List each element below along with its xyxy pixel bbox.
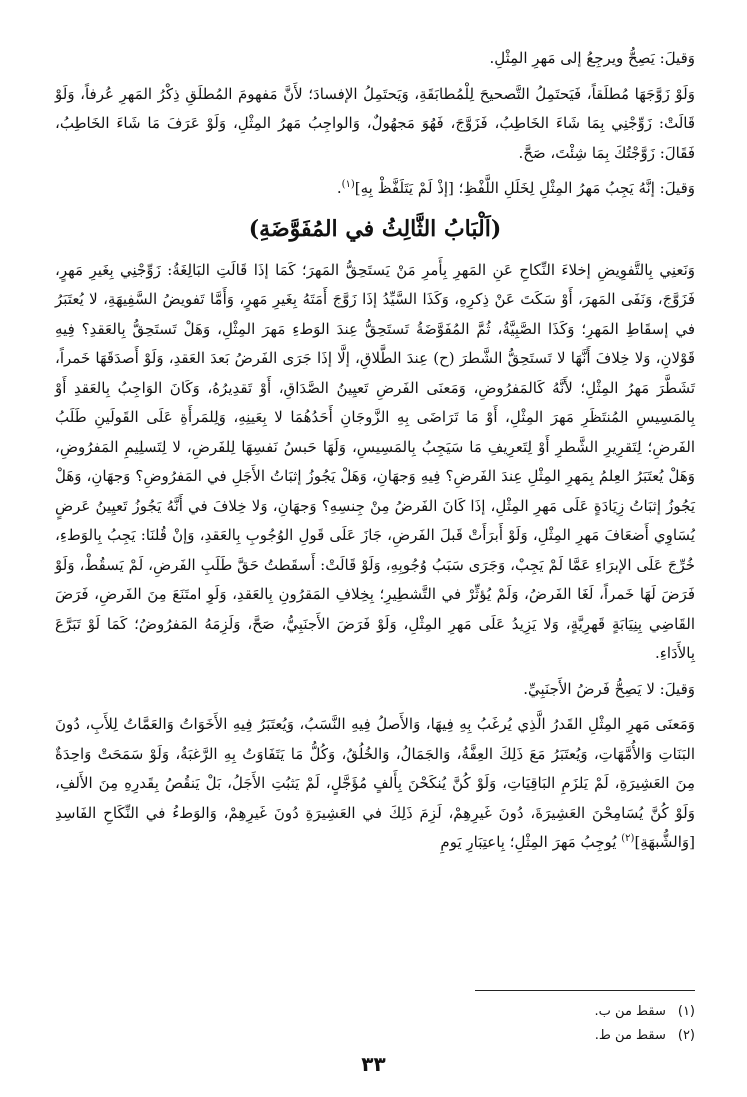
paragraph-text: وَمَعنَى مَهرِ المِثْلِ القَدرُ الَّذِي يُرغَبُ بِهِ فِيهَا، وَالأَصلُ فِيهِ النَّسَبُ، وَيُعتَبَرُ فِيهِ الأَخَوَاتُ وَالعَمَّاتُ لِلأَبِ، دُونَ البَنَاتِ وَالأُمَّهَاتِ، وَيُعتَبَرُ مَعَ ذَلِكَ العِفَّةُ، وَالجَمَالُ، وَالخُلُقُ، وَكُلُّ مَا يَتَفَاوَتُ بِهِ الرَّغبَةُ، وَلَوْ سَمَحَتْ وَاحِدَةٌ مِنَ العَشِيرَةِ، لَمْ يَلزَمِ البَاقِيَاتِ، وَلَوْ كُنَّ يُنكَحْنَ بِأَلفٍ مُؤَجَّلٍ، لَمْ يَثبُتِ الأَجَلُ، بَلْ يَنقُصُ بِقَدرِهِ مِنَ الأَلفِ، وَلَوْ كُنَّ يُسَامِحْنَ العَشِيرَةَ، دُونَ غَيرِهِمْ، لَزِمَ ذَلِكَ في العَشِيرَةِ دُونَ غَيرِهِمْ، وَالوَطءُ في النِّكَاحِ الفَاسِدِ [وَالشُّبهَةِ]	[55, 715, 695, 851]
paragraph: وَلَوْ زَوَّجَهَا مُطلَقاً، فَيَحتَمِلُ التَّصحيحَ لِلْمُطابَقَةِ، وَيَحتَمِلُ الإفسادَ؛ لأَنَّ مَفهومَ المُطلَقِ ذِكْرُ المَهرِ عُرفاً، وَلَوْ قَالَتْ: زَوِّجْنِي بِمَا شَاءَ الخَاطِبُ، فَزَوَّجَ، فَهُوَ مَجهُولٌ، وَالواجِبُ مَهرُ المِثْلِ، وَلَوْ عَرَفَ مَا شَاءَ الخَاطِبُ، فَقَالَ: زَوَّجْتُكَ بِمَا شِئْتَ، صَحَّ.	[55, 84, 695, 162]
paragraph-text: وَقيلَ: إنَّهُ يَجِبُ مَهرُ المِثْلِ لِخَلَلِ اللَّفْظِ؛ [إذْ لَمْ يَتَلَفَّظْ بِهِ]	[354, 179, 695, 197]
footnote-ref-2[interactable]: (٢)	[621, 833, 635, 844]
footnote-text: سقط من ط.	[594, 1028, 666, 1043]
footnote-number: (٢)	[677, 1028, 695, 1043]
footnote-item	[55, 1000, 695, 1024]
page-number: ٣٣	[361, 1052, 386, 1076]
footnote-number: (١)	[677, 1004, 695, 1019]
paragraph: وَقيلَ: لا يَصِحُّ فَرضُ الأَجنَبِيِّ.	[523, 679, 695, 698]
chapter-title: (اَلْبَابُ الثَّالِثُ في المُفَوَّضَةِ)	[248, 215, 502, 242]
paragraph-end: .	[336, 179, 342, 197]
footnote-text: سقط من ب.	[594, 1004, 666, 1019]
paragraph: وَنَعنِي بِالتَّفوِيضِ إخلاءَ النِّكاحِ عَنِ المَهرِ بِأَمرِ مَنْ يَستَحِقُّ المَهرَ؛ كَمَا إذَا قَالَتِ البَالِغَةُ: زَوِّجْنِي بِغَيرِ مَهرٍ، فَزَوَّجَ، وَنَفَى المَهرَ، أَوْ سَكَتَ عَنْ ذِكرِهِ، وَكَذَا السَّيِّدُ إذَا زَوَّجَ أَمَتَهُ بِغَيرِ مَهرٍ، وَأَمَّا تَفويضُ السَّفِيهَةِ، لا يُعتَبَرُ في إسقَاطِ المَهرِ؛ وَكَذَا الصَّبِيَّةُ، ثُمَّ المُفَوَّضَةُ تَستَحِقُّ عِندَ الوَطءِ مَهرَ المِثْلِ، وَهَلْ تَستَحِقُّ بِالعَقدِ؟ فِيهِ قَوْلانِ، وَلا خِلافَ أَنَّهَا لا تَستَحِقُّ الشَّطرَ (ح) عِندَ الطَّلاقِ، إلَّا إذَا جَرَى الفَرضُ بَعدَ العَقدِ، وَلَوْ أَصدَقَهَا خَمراً، تَشَطَّرَ مَهرُ المِثْلِ؛ لأَنَّهُ كَالمَفرُوضِ، وَمَعنَى الفَرضِ تَعيِينُ الصَّدَاقِ، أَوْ تَقدِيرُهُ، وَكَانَ الوَاجِبُ بِالعَقدِ أَوْ بِالمَسِيسِ المُنتَظَرِ مَهرَ المِثْلِ، أَوْ مَا تَرَاضَى بِهِ الزَّوجَانِ أَحَدُهُمَا لا بِعَينِهِ، وَلِلمَرأَةِ عَلَى القَولَينِ طَلَبُ الفَرضِ؛ لِتَقرِيرِ الشَّطرِ أَوْ لِتَعرِيفِ مَا سَيَجِبُ بِالمَسِيسِ، وَلَهَا حَبسُ نَفسِهَا لِلفَرضِ، لا لِتَسلِيمِ المَفرُوضِ، وَهَلْ يُعتَبَرُ العِلمُ بِمَهرِ المِثْلِ عِندَ الفَرضِ؟ فِيهِ وَجهَانِ، وَهَلْ يَجُوزُ إثبَاتُ الأَجَلِ في المَفرُوضِ؟ وَجهَانِ، وَهَلْ يَجُوزُ إثبَاتُ زِيَادَةٍ عَلَى مَهرِ المِثْلِ، إذَا كَانَ الفَرضُ مِنْ جِنسِهِ؟ وَجهَانِ، وَلا خِلافَ في أَنَّهُ يَجُوزُ تَعيِينُ عَرضٍ يُسَاوِي أَضعَافَ مَهرِ المِثْلِ، وَلَوْ أَبرَأَتْ قَبلَ الفَرضِ، جَازَ عَلَى قَولِ الوُجُوبِ بِالعَقدِ، وَإنْ قُلنَا: يَجِبُ بِالوَطءِ، خُرِّجَ عَلَى الإبرَاءِ عَمَّا لَمْ يَجِبْ، وَجَرَى سَبَبُ وُجُوبِهِ، وَلَوْ قَالَتْ: أَسقَطتُ حَقَّ طَلَبِ الفَرضِ، لَمْ يَسقُطْ، وَلَوْ فَرَضَ لَهَا خَمراً، لَغَا الفَرضُ، وَلَمْ يُؤثِّرْ في التَّشطِيرِ؛ بِخِلافِ المَقرُونِ بِالعَقدِ، وَلَوِ امتَنَعَ مِنَ الفَرضِ، فَرَضَ القَاضِي بِنِيَابَةٍ قَهرِيَّةٍ، وَلا يَزِيدُ عَلَى مَهرِ المِثْلِ، وَلَوْ فَرَضَ الأَجنَبِيُّ، صَحَّ، وَلَزِمَهُ المَفرُوضُ؛ كَمَا لَوْ تَبَرَّعَ بِالأَدَاءِ.	[55, 260, 695, 662]
footnotes	[55, 1000, 695, 1048]
footnote-divider	[475, 990, 695, 991]
paragraph-with-footnote-ref	[55, 174, 695, 204]
footnote-ref-1[interactable]: (١)	[341, 179, 355, 190]
footnote-item	[55, 1024, 695, 1048]
paragraph-end: يُوجِبُ مَهرَ المِثْلِ؛ بِاعتِبَارِ يَومِ	[440, 833, 622, 851]
paragraph-with-footnote-ref	[55, 710, 695, 858]
page-body	[55, 44, 695, 864]
paragraph: وَقيلَ: يَصِحُّ ويرجِعُ إلى مَهرِ المِثْلِ.	[489, 49, 695, 67]
